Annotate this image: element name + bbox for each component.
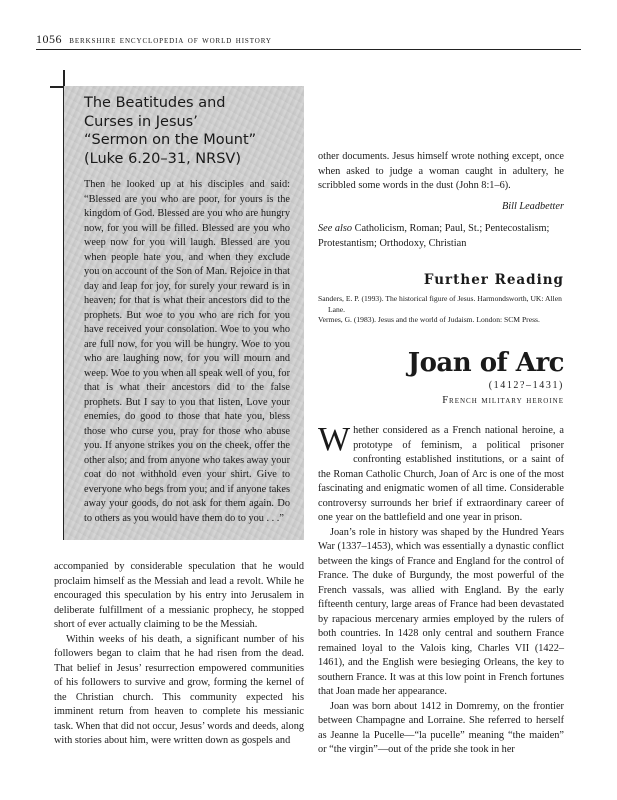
sidebar-title-line: Curses in Jesus’ [84,113,198,130]
author-byline: Bill Leadbetter [501,200,564,212]
body-paragraph: other documents. Jesus himself wrote nothing except, once when asked to judge a woman caught in adultery, he scribbled some words in the dust (John 8:1–6). [318,151,564,191]
article-first-paragraph [318,421,564,526]
sidebar-title-line: “Sermon on the Mount” [84,132,257,148]
see-also-label: See also [318,223,353,234]
header-rule [36,49,581,50]
article-title: Joan of Arc [407,348,564,378]
reference-item: Vermes, G. (1983). Jesus and the world of Judaism. London: SCM Press. [318,315,540,324]
page-number: 1056 [36,32,62,46]
article-subtitle: French military heroine [442,395,564,406]
see-also [318,222,564,251]
article-body [318,421,564,758]
sidebar-title [84,94,290,168]
further-reading-heading: Further Reading [423,272,564,288]
running-head [36,32,576,47]
right-column [318,150,564,251]
first-paragraph-text: hether considered as a French national heroine, a prototype of feminism, a political prisoner confronting established institutions, or a saint of the Roman Catholic Church, Joan of Arc is one of the most fascinating and enigmatic women of all time. Considerable controversy surrounds her brief if extraordinary career of one year on the battlefield and one year in prison. [318,425,564,523]
reference-item: Sanders, E. P. (1993). The historical figure of Jesus. Harmondsworth, UK: Allen Lane. [318,294,562,314]
further-reading-list [318,294,564,326]
article-dates: (1412?–1431) [488,380,564,391]
see-also-links[interactable]: Catholicism, Roman; Paul, St.; Pentecostalism; Protestantism; Orthodoxy, Christian [318,223,550,249]
body-paragraph: accompanied by considerable speculation that he would proclaim himself as the Messiah and lead a revolt. While he encouraged this speculation by his entry into Jerusalem in deliberate fulfillment of a messianic prophecy, he stopped short of ever actually claiming to be the Messiah. [54,561,304,630]
left-column [54,560,304,749]
sidebar-title-line: (Luke 6.20–31, NRSV) [84,150,241,167]
body-paragraph: Within weeks of his death, a significant number of his followers began to claim that he had risen from the dead. That belief in Jesus’ resurrection empowered communities of his followers to survive and grow, forming the kernel of the Christian church. This community expected his imminent return from heaven to complete his messianic task. When that did not occur, Jesus’ words and deeds, along with stories about him, were written down as gospels and [54,633,304,746]
running-title: berkshire encyclopedia of world history [69,35,272,46]
drop-cap: W [318,421,351,458]
sidebar-body: Then he looked up at his disciples and said: “Blessed are you who are poor, for yours is the kingdom of God. Blessed are you who are hungry now, for you will be filled. Blessed are you who weep now for you will laugh. Blessed are you when people hate you, and when they exclude you on account of the Son of Man. Rejoice in that day and leap for joy, for surely your reward is in heaven; for that is what their ancestors did to the prophets. But woe to you who are rich for you have received your consolation. Woe to you who are full now, for you will be hungry. Woe to you who are laughing now, for you will mourn and weep. Woe to you when all speak well of you, for that is what their ancestors did to the false prophets. But I say to you that listen, Love your enemies, do good to those that hate you, bless those who curse you, pray for those who abuse you. If anyone strikes you on the cheek, offer the other also; and from anyone who takes away your coat do not withhold even your shirt. Give to everyone who begs from you; and if anyone takes away your goods, do not ask for them again. Do to others as you would have them do to you . . .” [84,179,290,524]
sidebar-box [64,86,304,540]
body-paragraph: Joan’s role in history was shaped by the Hundred Years War (1337–1453), which was essentially a dynastic conflict between the kings of France and England for the control of France. The duke of Burgundy, the most powerful of the French vassals, was allied with England. By the early fifteenth century, large areas of France had been devastated by rapacious mercenary armies employed by the rulers of both countries. In 1428 only central and southern France remained loyal to the Valois king, Charles VII (1422–1461), and the English were besieging Orleans, the key to southern France. It was at this low point in French fortunes that Joan made her appearance. [318,526,564,697]
sidebar-title-line: The Beatitudes and [84,95,226,111]
body-paragraph: Joan was born about 1412 in Domremy, on the frontier between Champagne and Lorraine. She referred to herself as Jeanne la Pucelle—“la pucelle” meaning “the maiden” or “the virgin”—out of the pride she took in her [318,700,564,755]
